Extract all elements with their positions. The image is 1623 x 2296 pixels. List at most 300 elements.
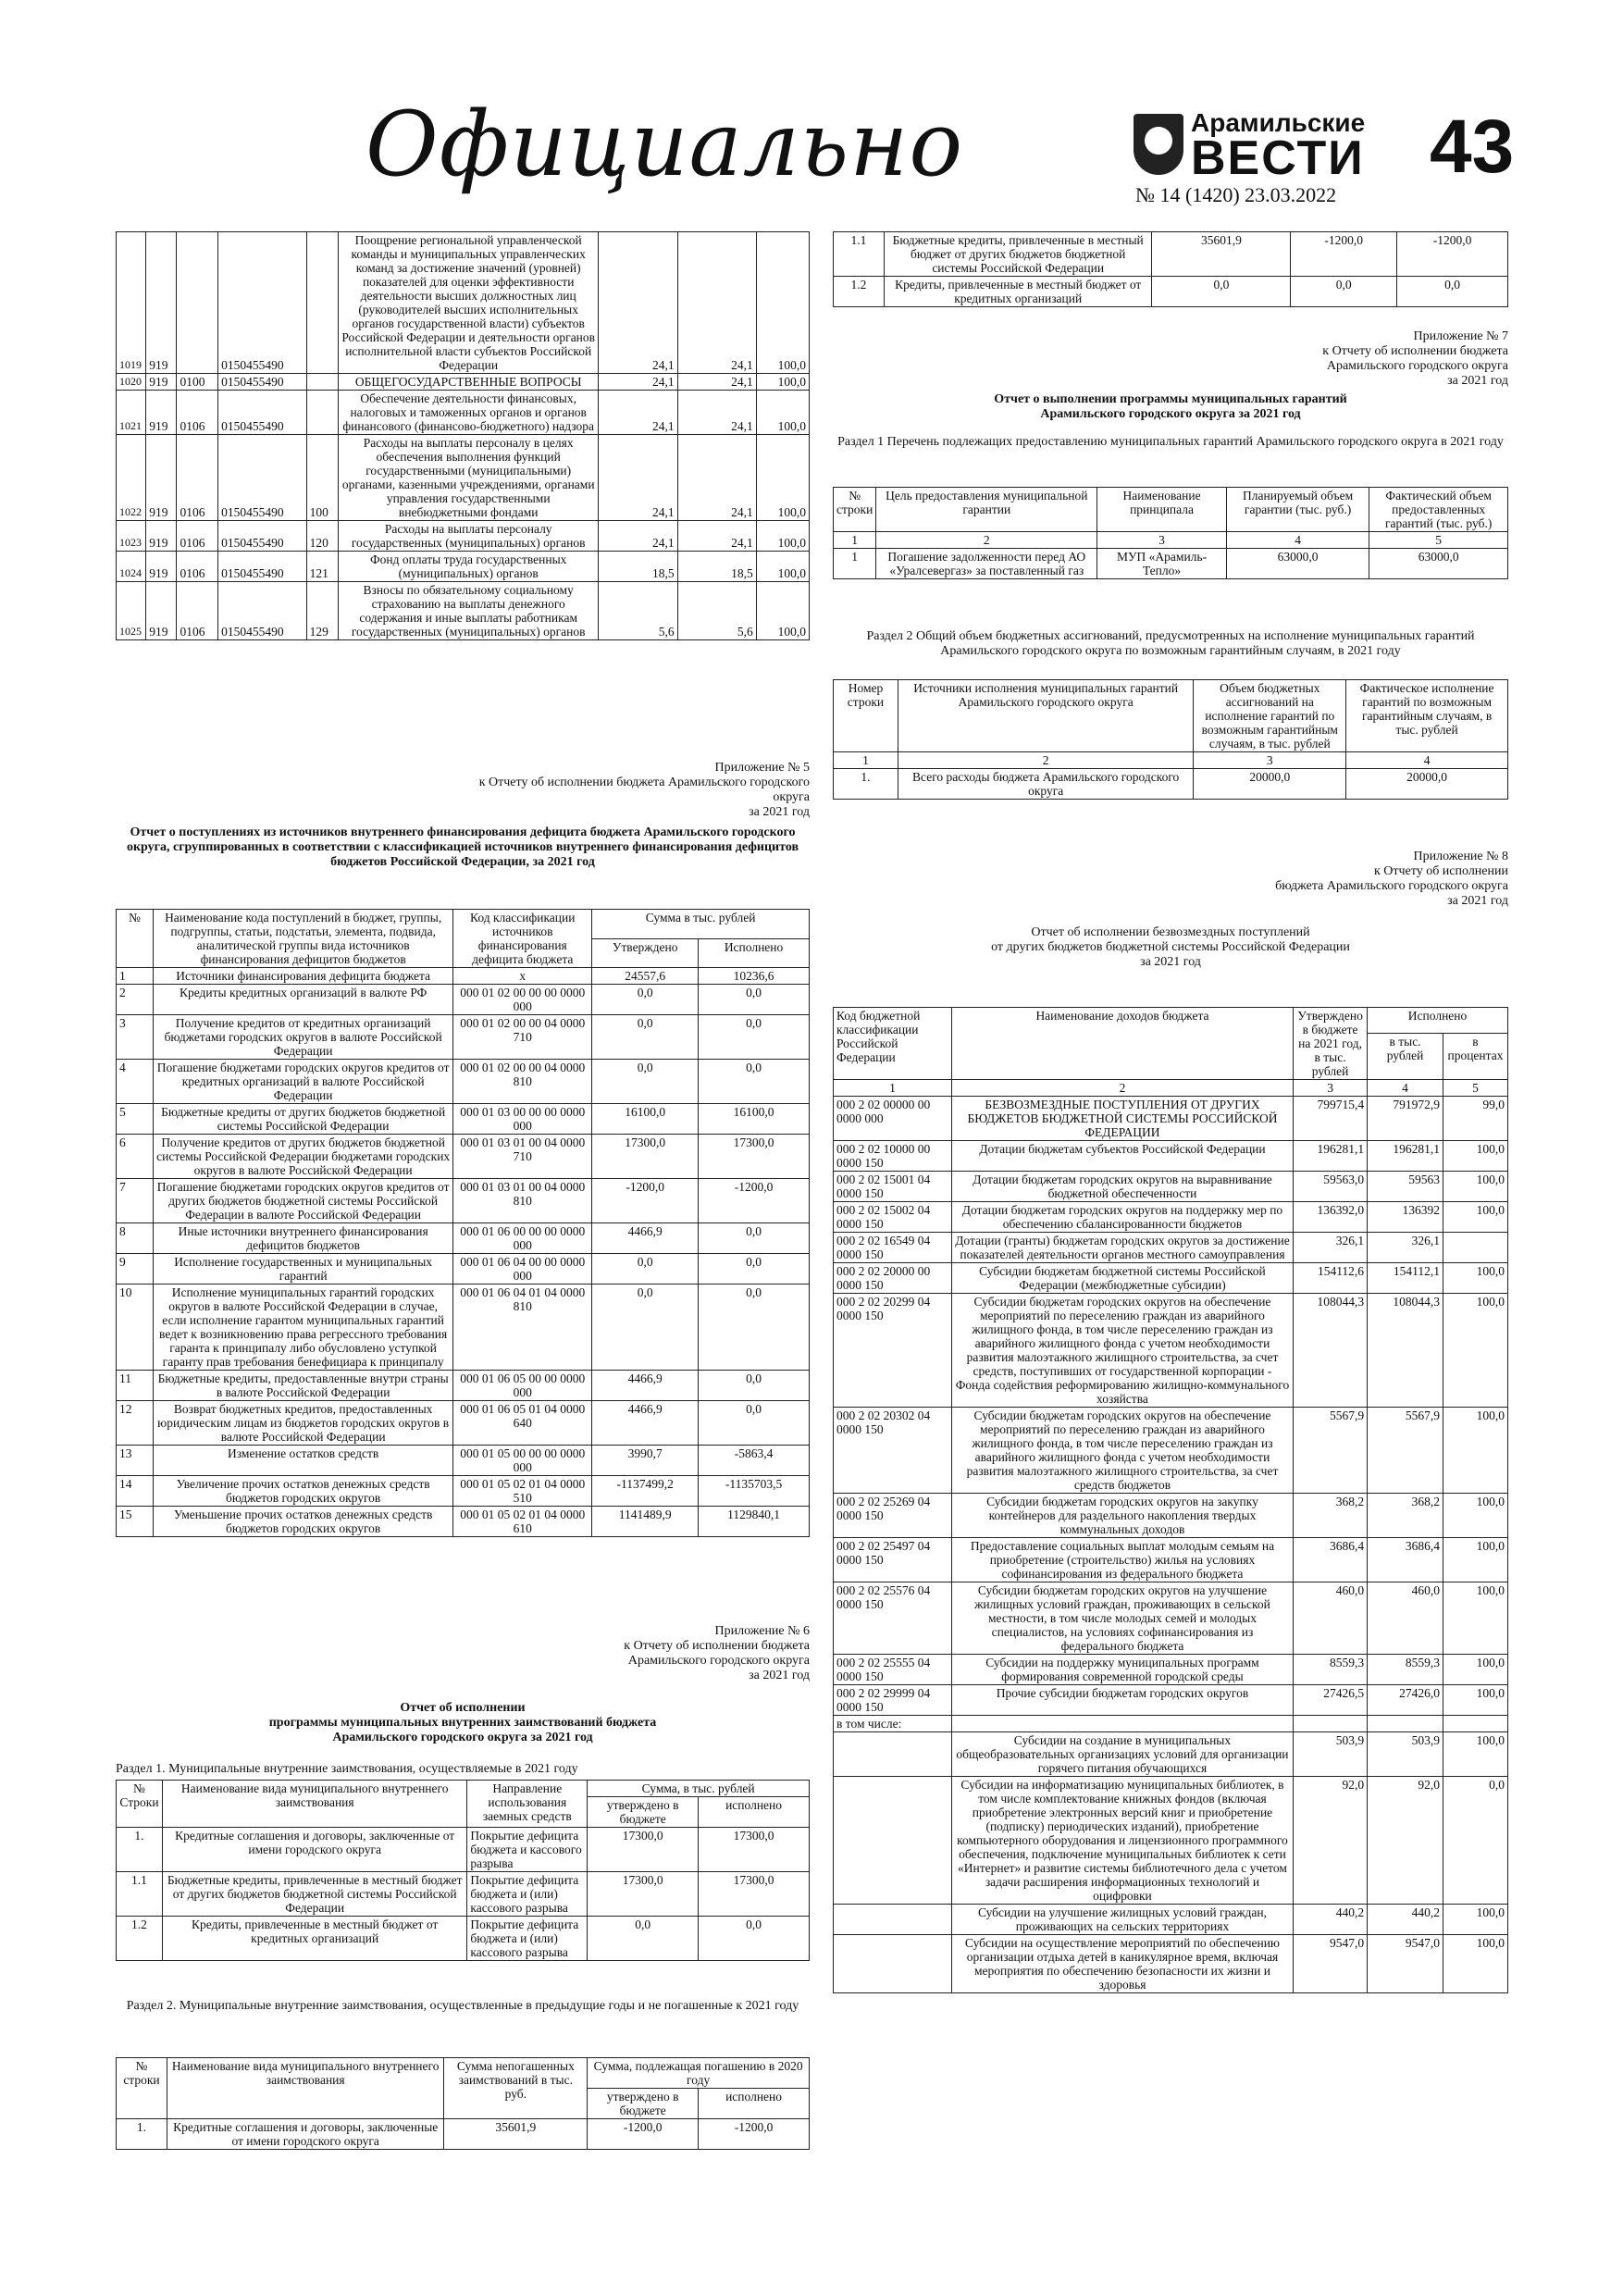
app7-note — [1161, 329, 1508, 389]
table-cell: 63000,0 — [1226, 549, 1369, 579]
table-row — [117, 1446, 810, 1476]
app8-title-line1: Отчет об исполнении безвозмездных поступлений — [1031, 925, 1310, 939]
table-cell: 121 — [306, 552, 338, 582]
table-cell: Субсидии на информатизацию муниципальных библиотек, в том числе комплектование книжных фондов (включая приобретение электронных версий книг и приобретение (подписку) периодических изданий), приобретение компьютерного оборудования и лицензионного программного обеспечения, подключение муниципальных библиотек к сети «Интернет» и развитие системы библиотечного дела с учетом задачи расширения информационных технологий и оцифровки — [951, 1777, 1293, 1905]
table-cell: 0,0 — [1291, 277, 1397, 307]
table-cell: 5567,9 — [1294, 1408, 1368, 1494]
table-cell: 100,0 — [1443, 1172, 1507, 1202]
table-cell: Фактическое исполнение гарантий по возможным гарантийным случаям, в тыс. рублей — [1346, 680, 1508, 752]
table-row — [834, 1716, 1508, 1732]
table-row — [834, 1935, 1508, 1993]
table-cell: 0,0 — [699, 1223, 810, 1254]
table-cell: 24,1 — [677, 521, 756, 552]
table-cell: 8 — [117, 1223, 154, 1254]
table-cell: 100,0 — [1443, 1582, 1507, 1655]
table-cell: 0106 — [177, 552, 218, 582]
table-row — [117, 1476, 810, 1507]
table-cell: 503,9 — [1368, 1732, 1443, 1777]
table-cell: 14 — [117, 1476, 154, 1507]
table-cell: 35601,9 — [1152, 232, 1291, 277]
table-cell: -1200,0 — [588, 2119, 699, 2150]
table-cell: 120 — [306, 521, 338, 552]
table-cell: 18,5 — [599, 552, 677, 582]
table-cell: Бюджетные кредиты, предоставленные внутри страны в валюте Российской Федерации — [153, 1371, 452, 1401]
table-cell: 154112,6 — [1294, 1263, 1368, 1294]
table-row — [117, 1285, 810, 1371]
app7-note-line1: Приложение № 7 — [1413, 329, 1508, 343]
table-cell: 1141489,9 — [592, 1507, 699, 1537]
table-cell: Дотации (гранты) бюджетам городских округов за достижение показателей деятельности органов местного самоуправления — [951, 1233, 1293, 1263]
table-cell: Исполнение государственных и муниципальных гарантий — [153, 1254, 452, 1285]
table-cell: 12 — [117, 1401, 154, 1446]
table-cell: 7 — [117, 1179, 154, 1223]
app8-note-line1: Приложение № 8 — [1413, 850, 1508, 863]
s1-col-fact: исполнено — [699, 1797, 810, 1828]
table-cell: 919 — [146, 552, 177, 582]
table-cell — [1443, 1233, 1507, 1263]
table-cell: -1200,0 — [1397, 232, 1508, 277]
table-cell: 000 01 05 00 00 00 0000 000 — [453, 1446, 592, 1476]
table-cell: Уменьшение прочих остатков денежных средств бюджетов городских округов — [153, 1507, 452, 1537]
table-row — [117, 391, 810, 435]
table-cell — [306, 391, 338, 435]
app7-title-line1: Отчет о выполнении программы муниципальных гарантий — [994, 392, 1347, 406]
table-row — [117, 521, 810, 552]
table-cell: 0,0 — [592, 1015, 699, 1060]
guarantees-table — [833, 487, 1508, 579]
table-cell: 154112,1 — [1368, 1263, 1443, 1294]
table-cell: 000 2 02 20000 00 0000 150 — [834, 1263, 952, 1294]
table-cell — [834, 1905, 952, 1935]
s1-col-dir: Направление использования заемных средств — [467, 1781, 588, 1828]
table-row — [834, 1141, 1508, 1172]
table-cell: 11 — [117, 1371, 154, 1401]
table-cell: 1021 — [117, 391, 146, 435]
table-cell: 1. — [834, 769, 898, 800]
table-cell: 000 2 02 00000 00 0000 000 — [834, 1097, 952, 1141]
table-cell: 2 — [951, 1080, 1293, 1097]
table-cell: 4466,9 — [592, 1223, 699, 1254]
app6-note-line2: к Отчету об исполнении бюджета — [624, 1639, 810, 1653]
table-cell: 1129840,1 — [699, 1507, 810, 1537]
col-plan: Утверждено — [592, 938, 699, 968]
table-cell: 100,0 — [756, 435, 809, 521]
s2-col-fact: исполнено — [699, 2089, 810, 2119]
table-cell: 9 — [117, 1254, 154, 1285]
table-cell: 3 — [1194, 752, 1346, 769]
table-cell: 100,0 — [756, 374, 809, 391]
table-cell: x — [453, 968, 592, 985]
table-cell: 000 01 05 02 01 04 0000 610 — [453, 1507, 592, 1537]
table-cell: 6 — [117, 1135, 154, 1179]
app8-note-line4: за 2021 год — [1447, 894, 1508, 908]
app8-title — [833, 925, 1508, 970]
table-row — [117, 1917, 810, 1961]
table-cell: 5 — [117, 1104, 154, 1135]
coat-of-arms-icon — [1134, 114, 1183, 175]
table-cell — [1443, 1716, 1507, 1732]
table-cell: Фонд оплаты труда государственных (муниципальных) органов — [338, 552, 599, 582]
table-cell: 000 2 02 25555 04 0000 150 — [834, 1655, 952, 1685]
table-cell: 000 2 02 25269 04 0000 150 — [834, 1494, 952, 1538]
table-cell: 000 01 06 04 00 00 0000 000 — [453, 1254, 592, 1285]
table-row — [117, 552, 810, 582]
table-cell: 0,0 — [592, 1060, 699, 1104]
table-row — [834, 1777, 1508, 1905]
table-cell: 17300,0 — [592, 1135, 699, 1179]
table-cell: 100,0 — [1443, 1263, 1507, 1294]
table-cell: 24,1 — [599, 391, 677, 435]
table-cell: Погашение бюджетами городских округов кредитов от других бюджетов бюджетной системы Российской Федерации в валюте Российской Федерации — [153, 1179, 452, 1223]
sources-table — [116, 909, 810, 1537]
table-cell: 0106 — [177, 391, 218, 435]
table-cell: ОБЩЕГОСУДАРСТВЕННЫЕ ВОПРОСЫ — [338, 374, 599, 391]
table-row — [834, 769, 1508, 800]
table-cell: 0,0 — [699, 1285, 810, 1371]
table-cell: Наименование принципала — [1097, 488, 1227, 532]
table-cell: 100,0 — [756, 552, 809, 582]
table-row — [834, 752, 1508, 769]
table-cell: Субсидии на создание в муниципальных общеобразовательных организациях условий для организации горячего питания обучающихся — [951, 1732, 1293, 1777]
table-cell: -1200,0 — [1291, 232, 1397, 277]
table-cell: 0,0 — [1443, 1777, 1507, 1905]
table-cell: 0,0 — [699, 1015, 810, 1060]
table-cell: 000 2 02 25497 04 0000 150 — [834, 1538, 952, 1582]
table-cell: 919 — [146, 391, 177, 435]
table-cell: Покрытие дефицита бюджета и (или) кассового разрыва — [467, 1872, 588, 1917]
table-cell: Взносы по обязательному социальному страхованию на выплаты денежного содержания и иные выплаты работникам государственных (муниципальных) органов — [338, 582, 599, 640]
s1-col-no: № Строки — [117, 1781, 163, 1828]
table-cell: 0150455490 — [218, 232, 307, 374]
s2-col-name: Наименование вида муниципального внутреннего заимствования — [167, 2058, 443, 2119]
app6-title — [116, 1701, 810, 1745]
table-cell: 0,0 — [699, 1254, 810, 1285]
table-cell: 24,1 — [677, 435, 756, 521]
app8-title-line2: от других бюджетов бюджетной системы Российской Федерации — [991, 940, 1350, 954]
table-row — [117, 1371, 810, 1401]
table-cell: Предоставление социальных выплат молодым семьям на приобретение (строительство) жилья на условиях софинансирования из федерального бюджета — [951, 1538, 1293, 1582]
table-row — [834, 532, 1508, 549]
s2-col-debt: Сумма непогашенных заимствований в тыс. руб. — [444, 2058, 588, 2119]
table-cell: 5567,9 — [1368, 1408, 1443, 1494]
table-cell: 1 — [117, 968, 154, 985]
table-cell: 4466,9 — [592, 1401, 699, 1446]
table-cell: 919 — [146, 582, 177, 640]
table-row — [834, 1732, 1508, 1777]
app8-note-line3: бюджета Арамильского городского округа — [1275, 879, 1508, 893]
table-cell: 0150455490 — [218, 521, 307, 552]
table-cell: 000 01 02 00 00 04 0000 810 — [453, 1060, 592, 1104]
table-cell: -5863,4 — [699, 1446, 810, 1476]
table-cell: 5,6 — [677, 582, 756, 640]
table-cell: Планируемый объем гарантии (тыс. руб.) — [1226, 488, 1369, 532]
app5-note-line2: к Отчету об исполнении бюджета Арамильского городского округа — [478, 776, 810, 804]
table-cell: 0,0 — [592, 1254, 699, 1285]
table-cell: 100,0 — [756, 521, 809, 552]
table-cell: 000 2 02 16549 04 0000 150 — [834, 1233, 952, 1263]
app8-title-line3: за 2021 год — [1140, 955, 1201, 969]
table-row — [834, 549, 1508, 579]
table-cell: Поощрение региональной управленческой команды и муниципальных управленческих команд за достижение значений (уровней) показателей для оценки эффективности деятельности высших должностных лиц (руководителей высших исполнительных органов государственной власти) субъектов Российской Федерации и деятельности органов исполнительной власти субъектов Российской Федерации — [338, 232, 599, 374]
table-cell: Бюджетные кредиты, привлеченные в местный бюджет от других бюджетов бюджетной системы Российской Федерации — [884, 232, 1152, 277]
table-cell: 3686,4 — [1294, 1538, 1368, 1582]
table-cell: 20000,0 — [1346, 769, 1508, 800]
table-cell: 0,0 — [592, 1285, 699, 1371]
table-row — [834, 1294, 1508, 1408]
table-row — [834, 1582, 1508, 1655]
table-cell: 000 2 02 10000 00 0000 150 — [834, 1141, 952, 1172]
table-cell: 100,0 — [756, 391, 809, 435]
table-cell: 1.1 — [117, 1872, 163, 1917]
page-number: 43 — [1430, 105, 1515, 189]
table-cell: Покрытие дефицита бюджета и кассового разрыва — [467, 1828, 588, 1872]
table-row — [117, 1254, 810, 1285]
table-cell: 1. — [117, 2119, 167, 2150]
table-cell — [1368, 1716, 1443, 1732]
table-row — [117, 1104, 810, 1135]
table-cell: 791972,9 — [1368, 1097, 1443, 1141]
table-cell: 92,0 — [1368, 1777, 1443, 1905]
table-cell: 8559,3 — [1294, 1655, 1368, 1685]
table-row — [834, 232, 1508, 277]
table-cell: Кредитные соглашения и договоры, заключенные от имени городского округа — [167, 2119, 443, 2150]
section-rubric: Официально — [365, 93, 964, 196]
table-cell: Расходы на выплаты персоналу государственных (муниципальных) органов — [338, 521, 599, 552]
table-cell: 000 2 02 20299 04 0000 150 — [834, 1294, 952, 1408]
table-cell: Покрытие дефицита бюджета и (или) кассового разрыва — [467, 1917, 588, 1961]
s1-col-plan: утверждено в бюджете — [588, 1797, 699, 1828]
table-cell — [306, 374, 338, 391]
table-cell: 10 — [117, 1285, 154, 1371]
table-cell: 0150455490 — [218, 391, 307, 435]
table-cell: Субсидии бюджетам городских округов на закупку контейнеров для раздельного накопления твердых коммунальных доходов — [951, 1494, 1293, 1538]
table-cell — [951, 1716, 1293, 1732]
table-cell: 3686,4 — [1368, 1538, 1443, 1582]
table-cell — [1294, 1716, 1368, 1732]
table-cell: Кредиты, привлеченные в местный бюджет от кредитных организаций — [162, 1917, 466, 1961]
issue-info: № 14 (1420) 23.03.2022 — [1135, 183, 1337, 206]
table-cell: 63000,0 — [1369, 549, 1508, 579]
table-row — [117, 985, 810, 1015]
table-cell: Погашение бюджетами городских округов кредитов от кредитных организаций в валюте Российской Федерации — [153, 1060, 452, 1104]
a8-col-rub: в тыс. рублей — [1368, 1033, 1443, 1079]
app5-note — [463, 761, 810, 820]
app7-section2: Раздел 2 Общий объем бюджетных ассигнований, предусмотренных на исполнение муниципальных гарантий Арамильского городского округа по возможным гарантийным случаям, в 2021 году — [866, 629, 1475, 658]
table-cell: 1020 — [117, 374, 146, 391]
app6-section1: Раздел 1. Муниципальные внутренние заимствования, осуществляемые в 2021 году — [116, 1762, 578, 1776]
table-cell: 18,5 — [677, 552, 756, 582]
table-cell: Дотации бюджетам городских округов на выравнивание бюджетной обеспеченности — [951, 1172, 1293, 1202]
table-cell: 3 — [1294, 1080, 1368, 1097]
table-cell: 1 — [834, 1080, 952, 1097]
table-row — [834, 1263, 1508, 1294]
table-cell: 1.2 — [834, 277, 885, 307]
table-cell: Возврат бюджетных кредитов, предоставленных юридическим лицам из бюджетов городских округов в валюте Российской Федерации — [153, 1401, 452, 1446]
table-cell: 000 01 06 00 00 00 0000 000 — [453, 1223, 592, 1254]
table-cell: 100,0 — [1443, 1494, 1507, 1538]
table-cell: 368,2 — [1294, 1494, 1368, 1538]
table-cell: 100,0 — [1443, 1732, 1507, 1777]
table-cell: 503,9 — [1294, 1732, 1368, 1777]
app7-note-line4: за 2021 год — [1447, 374, 1508, 388]
table-row — [834, 1905, 1508, 1935]
table-cell: 0,0 — [699, 1371, 810, 1401]
table-cell: 24,1 — [677, 374, 756, 391]
table-cell: 0,0 — [588, 1917, 699, 1961]
app6-note-line3: Арамильского городского округа — [627, 1654, 810, 1668]
table-row — [117, 1828, 810, 1872]
table-cell: 108044,3 — [1294, 1294, 1368, 1408]
table-cell: 0,0 — [699, 1401, 810, 1446]
table-cell: 2 — [876, 532, 1097, 549]
table-row — [834, 1097, 1508, 1141]
table-cell: 17300,0 — [699, 1872, 810, 1917]
table-cell: 16100,0 — [592, 1104, 699, 1135]
table-cell: 16100,0 — [699, 1104, 810, 1135]
table-row — [117, 1060, 810, 1104]
table-cell: в том числе: — [834, 1716, 952, 1732]
table-cell: 59563 — [1368, 1172, 1443, 1202]
table-cell: 000 01 02 00 00 00 0000 000 — [453, 985, 592, 1015]
table-row — [834, 1080, 1508, 1097]
table-row — [834, 277, 1508, 307]
table-cell: 35601,9 — [444, 2119, 588, 2150]
borrowings-table — [116, 1780, 810, 1961]
table-cell: 9547,0 — [1368, 1935, 1443, 1993]
table-cell: 92,0 — [1294, 1777, 1368, 1905]
table-cell: 326,1 — [1368, 1233, 1443, 1263]
table-cell: Дотации бюджетам субъектов Российской Федерации — [951, 1141, 1293, 1172]
table-cell: Получение кредитов от кредитных организаций бюджетами городских округов в валюте Российской Федерации — [153, 1015, 452, 1060]
table-cell: 108044,3 — [1368, 1294, 1443, 1408]
table-cell: Дотации бюджетам городских округов на поддержку мер по обеспечению сбалансированности бюджетов — [951, 1202, 1293, 1233]
table-cell: Субсидии бюджетам городских округов на улучшение жилищных условий граждан, проживающих в сельской местности, в том числе молодых семей и молодых специалистов, на условиях софинансирования из федерального бюджета — [951, 1582, 1293, 1655]
table-cell: 000 01 05 02 01 04 0000 510 — [453, 1476, 592, 1507]
table-cell: 24,1 — [677, 232, 756, 374]
table-cell: Исполнение муниципальных гарантий городских округов в валюте Российской Федерации в случае, если исполнение гарантом муниципальных гарантий ведет к возникновению права регрессного требования гаранта к принципалу либо обусловлено уступкой гаранту прав требования бенефициара к принципалу — [153, 1285, 452, 1371]
table-cell: 368,2 — [1368, 1494, 1443, 1538]
table-cell: 100,0 — [1443, 1294, 1507, 1408]
previous-borrowings-table — [116, 2057, 810, 2150]
table-row — [117, 1135, 810, 1179]
table-cell: 15 — [117, 1507, 154, 1537]
table-cell: Увеличение прочих остатков денежных средств бюджетов городских округов — [153, 1476, 452, 1507]
table-cell: 000 01 03 00 00 00 0000 000 — [453, 1104, 592, 1135]
table-cell: 000 01 02 00 00 04 0000 710 — [453, 1015, 592, 1060]
table-cell: Прочие субсидии бюджетам городских округов — [951, 1685, 1293, 1716]
table-cell: 4 — [1368, 1080, 1443, 1097]
table-cell: 1 — [834, 752, 898, 769]
table-cell: 0100 — [177, 374, 218, 391]
col-code: Код классификации источников финансирования дефицита бюджета — [453, 910, 592, 968]
s2-col-no: № строки — [117, 2058, 167, 2119]
table-cell: 0,0 — [699, 1060, 810, 1104]
table-cell: 0106 — [177, 435, 218, 521]
table-cell: 136392,0 — [1294, 1202, 1368, 1233]
table-cell: № строки — [834, 488, 876, 532]
table-row — [834, 1202, 1508, 1233]
table-cell: 13 — [117, 1446, 154, 1476]
s2-col-sum: Сумма, подлежащая погашению в 2020 году — [588, 2058, 810, 2089]
table-row — [834, 1538, 1508, 1582]
table-cell: 919 — [146, 435, 177, 521]
table-cell: 24,1 — [677, 391, 756, 435]
table-cell: 000 2 02 25576 04 0000 150 — [834, 1582, 952, 1655]
table-cell: Погашение задолженности перед АО «Уралсевергаз» за поставленный газ — [876, 549, 1097, 579]
table-cell: 1. — [117, 1828, 163, 1872]
app6-title-line3: Арамильского городского округа за 2021 год — [332, 1731, 593, 1744]
table-cell: 0150455490 — [218, 582, 307, 640]
table-cell: 1 — [834, 532, 876, 549]
table-cell: 196281,1 — [1294, 1141, 1368, 1172]
table-row — [834, 680, 1508, 752]
app8-note — [1161, 850, 1508, 909]
table-row — [117, 2119, 810, 2150]
table-cell: 5 — [1443, 1080, 1507, 1097]
table-cell: Иные источники внутреннего финансирования дефицитов бюджетов — [153, 1223, 452, 1254]
table-cell: Источники финансирования дефицита бюджета — [153, 968, 452, 985]
table-row — [117, 1015, 810, 1060]
a8-col-code: Код бюджетной классификации Российской Федерации — [834, 1008, 952, 1080]
table-cell: -1137499,2 — [592, 1476, 699, 1507]
app6-section2: Раздел 2. Муниципальные внутренние заимствования, осуществленные в предыдущие годы и не погашенные к 2021 году — [126, 1999, 799, 2013]
table-cell: Кредиты кредитных организаций в валюте РФ — [153, 985, 452, 1015]
table-row — [117, 1401, 810, 1446]
table-cell: 100,0 — [1443, 1141, 1507, 1172]
s1-col-name: Наименование вида муниципального внутреннего заимствования — [162, 1781, 466, 1828]
a8-col-plan: Утверждено в бюджете на 2021 год, в тыс. рублей — [1294, 1008, 1368, 1080]
table-cell: 100,0 — [1443, 1935, 1507, 1993]
table-cell: 0106 — [177, 521, 218, 552]
table-cell: 460,0 — [1368, 1582, 1443, 1655]
table-row — [117, 1507, 810, 1537]
table-row — [117, 1179, 810, 1223]
table-cell: Субсидии бюджетам городских округов на обеспечение мероприятий по переселению граждан из аварийного жилищного фонда, в том числе переселению граждан из аварийного жилищного фонда с учетом необходимости развития малоэтажного жилищного строительства, за счет средств, поступивших от государственной корпорации - Фонда содействия реформированию жилищно-коммунального хозяйства — [951, 1294, 1293, 1408]
app7-note-line2: к Отчету об исполнении бюджета — [1322, 344, 1508, 358]
app7-title-line2: Арамильского городского округа за 2021 год — [1040, 407, 1301, 421]
guarantee-volume-table — [833, 679, 1508, 800]
table-cell: 440,2 — [1294, 1905, 1368, 1935]
transfers-table — [833, 1007, 1508, 1993]
table-cell: 000 01 03 01 00 04 0000 710 — [453, 1135, 592, 1179]
table-cell: 100,0 — [1443, 1685, 1507, 1716]
table-cell: 17300,0 — [699, 1828, 810, 1872]
logo-line1: Арамильские — [1191, 108, 1366, 137]
previous-borrowings-table-cont — [833, 231, 1508, 307]
table-cell: Кредитные соглашения и договоры, заключенные от имени городского округа — [162, 1828, 466, 1872]
table-cell: 4 — [117, 1060, 154, 1104]
table-cell: 5 — [1369, 532, 1508, 549]
table-cell: 0150455490 — [218, 435, 307, 521]
col-name: Наименование кода поступлений в бюджет, группы, подгруппы, статьи, подстатьи, элемента, подвида, аналитической группы вида источников финансирования дефицитов бюджетов — [153, 910, 452, 968]
table-cell: 100,0 — [756, 582, 809, 640]
col-sum: Сумма в тыс. рублей — [592, 910, 810, 939]
table-cell: Субсидии на поддержку муниципальных программ формирования современной городской среды — [951, 1655, 1293, 1685]
table-cell: 0150455490 — [218, 552, 307, 582]
table-cell: 100,0 — [1443, 1202, 1507, 1233]
table-cell: 27426,5 — [1294, 1685, 1368, 1716]
app7-note-line3: Арамильского городского округа — [1326, 359, 1508, 373]
table-cell: Получение кредитов от других бюджетов бюджетной системы Российской Федерации бюджетами городских округов в валюте Российской Федерации — [153, 1135, 452, 1179]
table-row — [834, 1408, 1508, 1494]
table-cell: 1 — [834, 549, 876, 579]
a8-col-pct: в процентах — [1443, 1033, 1507, 1079]
a8-col-exec: Исполнено — [1368, 1008, 1508, 1034]
app8-note-line2: к Отчету об исполнении — [1373, 864, 1508, 878]
table-cell: 100,0 — [1443, 1538, 1507, 1582]
table-cell: Источники исполнения муниципальных гарантий Арамильского городского округа — [898, 680, 1193, 752]
col-no: № — [117, 910, 154, 968]
